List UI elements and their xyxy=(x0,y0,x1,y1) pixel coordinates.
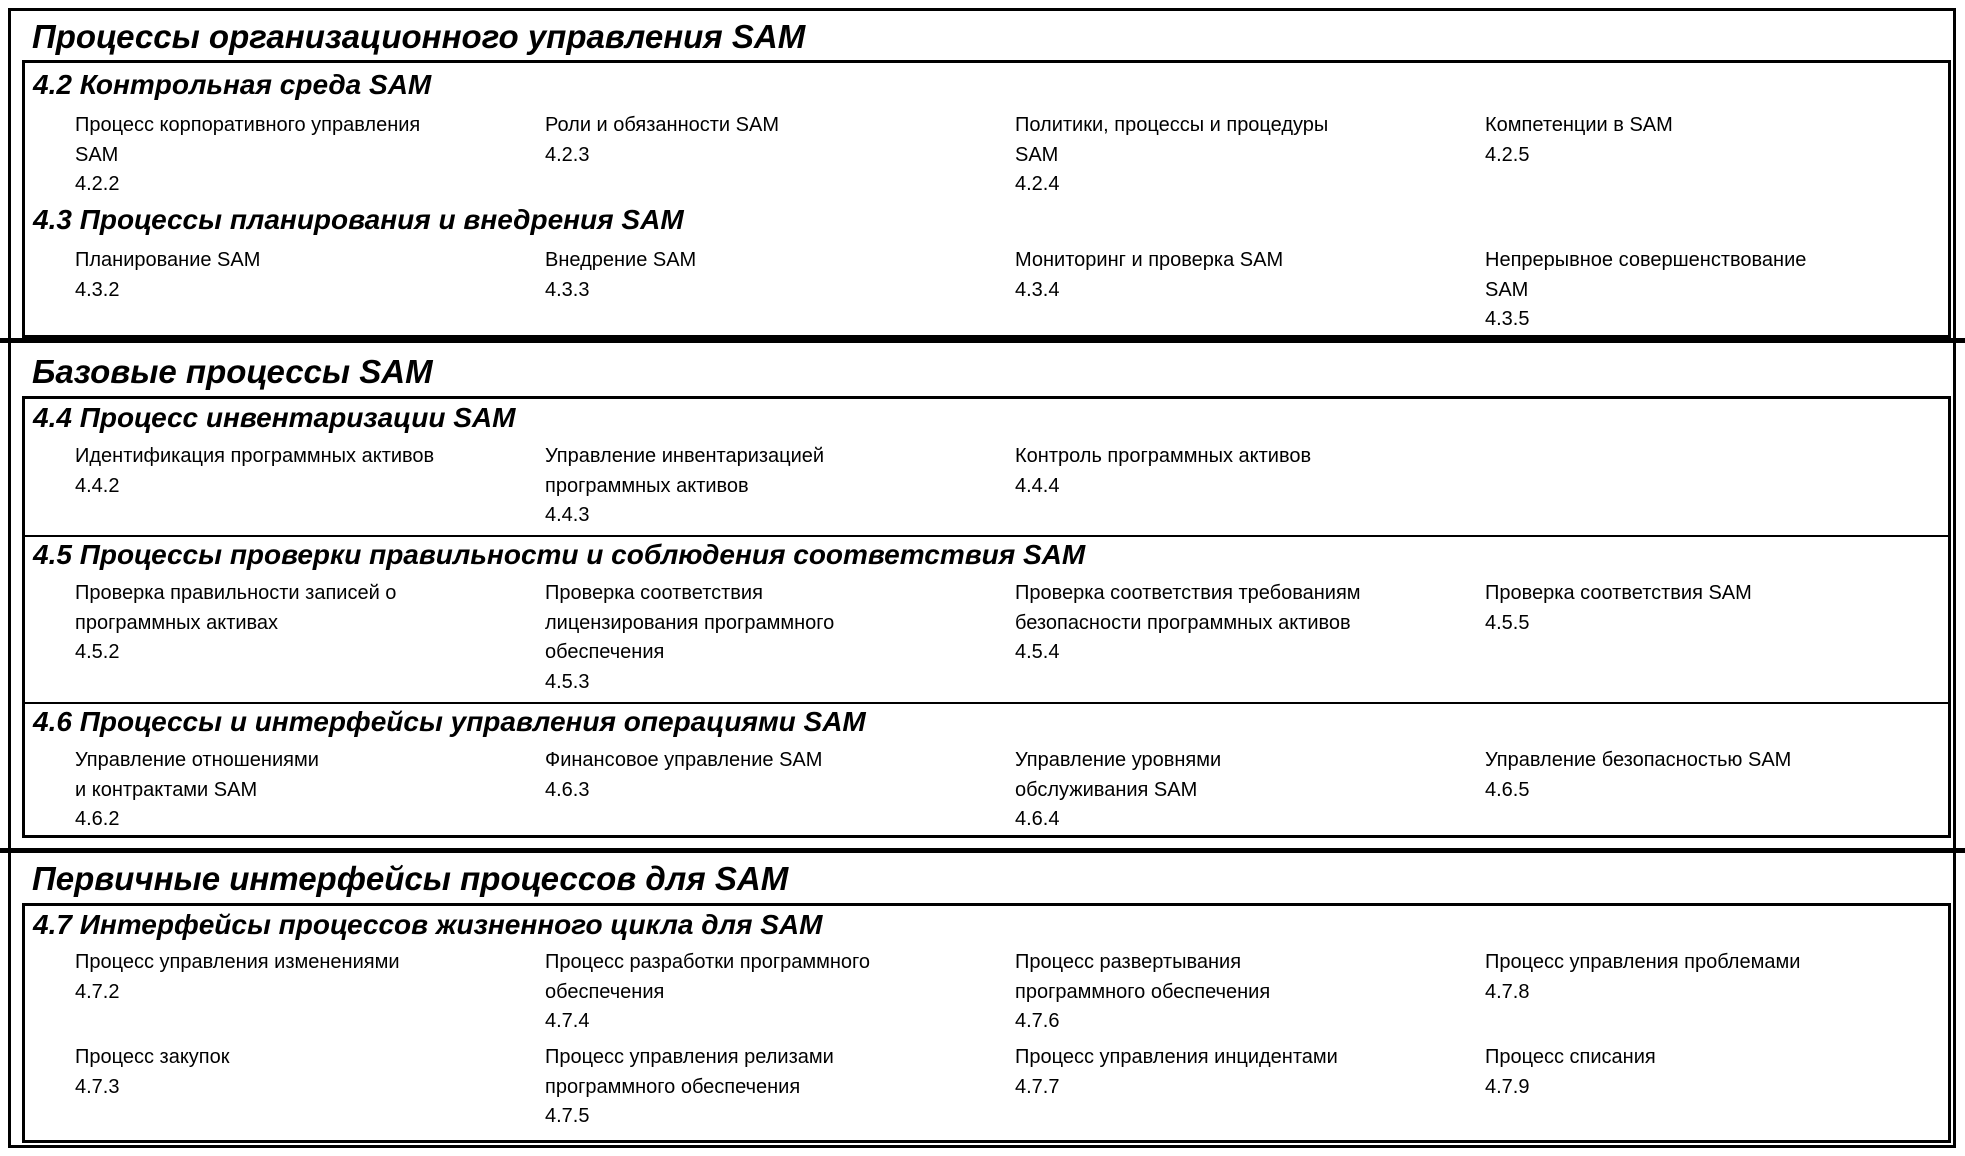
process-label: Процесс закупок xyxy=(75,1046,230,1068)
group-title: Процессы организационного управления SAM xyxy=(32,18,806,55)
process-number: 4.7.2 xyxy=(75,980,120,1003)
process-label: Проверка правильности записей о программных активах xyxy=(75,582,397,634)
process-number: 4.7.7 xyxy=(1015,1075,1060,1098)
process-number: 4.2.2 xyxy=(75,173,120,195)
process-label: Управление уровнями обслуживания SAM xyxy=(1015,749,1222,801)
process-number: 4.5.4 xyxy=(1015,641,1060,663)
process-label: Проверка соответствия требованиям безопасности программных активов xyxy=(1015,582,1361,634)
process-label: Процесс управления инцидентами xyxy=(1015,1046,1338,1068)
section-4-6 xyxy=(25,705,1948,837)
group-title: Первичные интерфейсы процессов для SAM xyxy=(32,860,789,897)
process-label: Проверка соответствия лицензирования программного обеспечения xyxy=(545,582,835,663)
process-number: 4.6.3 xyxy=(545,778,590,801)
section-4-5 xyxy=(25,538,1948,703)
process-item xyxy=(1485,579,1925,638)
process-label: Планирование SAM xyxy=(75,249,261,271)
process-item xyxy=(1485,948,1925,1007)
process-item xyxy=(1015,746,1455,835)
process-label: Роли и обязанности SAM xyxy=(545,114,779,136)
section-title: 4.3 Процессы планирования и внедрения SAM xyxy=(33,204,684,235)
process-item xyxy=(545,948,985,1037)
process-number: 4.7.9 xyxy=(1485,1075,1530,1098)
process-item xyxy=(75,111,515,200)
process-item xyxy=(1015,948,1455,1037)
process-item xyxy=(75,746,515,835)
process-number: 4.4.4 xyxy=(1015,474,1060,497)
process-item xyxy=(75,442,515,501)
process-number: 4.7.4 xyxy=(545,1010,590,1032)
process-item xyxy=(545,111,985,170)
section-4-3 xyxy=(25,203,1948,335)
process-label: Процесс разработки программного обеспечения xyxy=(545,951,871,1003)
section-4-4 xyxy=(25,401,1948,533)
process-number: 4.7.6 xyxy=(1015,1010,1060,1032)
process-number: 4.2.5 xyxy=(1485,143,1530,166)
process-label: Непрерывное совершенствование SAM xyxy=(1485,249,1807,301)
process-number: 4.4.2 xyxy=(75,474,120,497)
process-number: 4.7.8 xyxy=(1485,980,1530,1003)
section-title: 4.2 Контрольная среда SAM xyxy=(33,69,432,100)
process-item xyxy=(545,246,985,305)
process-number: 4.2.3 xyxy=(545,143,590,166)
process-number: 4.7.3 xyxy=(75,1075,120,1098)
group-divider xyxy=(0,848,1965,853)
process-number: 4.5.2 xyxy=(75,641,120,663)
process-label: Политики, процессы и процедуры SAM xyxy=(1015,114,1329,166)
process-label: Процесс развертывания программного обеспечения xyxy=(1015,951,1271,1003)
process-number: 4.5.5 xyxy=(1485,611,1530,634)
group-title: Базовые процессы SAM xyxy=(32,353,433,390)
process-item xyxy=(1015,246,1455,305)
process-item xyxy=(1015,579,1455,668)
process-label: Компетенции в SAM xyxy=(1485,114,1673,136)
process-label: Мониторинг и проверка SAM xyxy=(1015,249,1284,271)
section-title: 4.7 Интерфейсы процессов жизненного цикла для SAM xyxy=(33,909,823,940)
process-item xyxy=(545,442,985,531)
section-title: 4.5 Процессы проверки правильности и соблюдения соответствия SAM xyxy=(33,539,1086,570)
process-number: 4.7.5 xyxy=(545,1105,590,1127)
section-title: 4.4 Процесс инвентаризации SAM xyxy=(33,402,516,433)
process-label: Проверка соответствия SAM xyxy=(1485,582,1752,604)
process-item xyxy=(1485,746,1925,805)
process-item xyxy=(1015,442,1455,501)
process-number: 4.6.4 xyxy=(1015,808,1060,830)
process-label: Процесс управления проблемами xyxy=(1485,951,1801,973)
process-label: Идентификация программных активов xyxy=(75,445,435,467)
section-separator xyxy=(25,702,1948,704)
process-number: 4.6.2 xyxy=(75,808,120,830)
process-item xyxy=(1485,1043,1925,1102)
process-label: Внедрение SAM xyxy=(545,249,697,271)
section-4-7 xyxy=(25,908,1948,1140)
process-item xyxy=(1485,111,1925,170)
process-item xyxy=(75,1043,515,1102)
group-box xyxy=(22,60,1951,338)
section-separator xyxy=(25,535,1948,537)
group-box xyxy=(22,396,1951,838)
process-item xyxy=(75,246,515,305)
process-item xyxy=(75,948,515,1007)
process-label: Финансовое управление SAM xyxy=(545,749,823,771)
process-number: 4.3.3 xyxy=(545,278,590,301)
process-item xyxy=(1015,1043,1455,1102)
process-item xyxy=(1015,111,1455,200)
process-number: 4.3.2 xyxy=(75,278,120,301)
process-number: 4.6.5 xyxy=(1485,778,1530,801)
group-box xyxy=(22,903,1951,1143)
process-label: Процесс управления релизами программного обеспечения xyxy=(545,1046,834,1098)
process-item xyxy=(545,1043,985,1132)
process-item xyxy=(545,579,985,697)
process-label: Управление отношениями и контрактами SAM xyxy=(75,749,319,801)
process-label: Управление инвентаризацией программных активов xyxy=(545,445,825,497)
process-number: 4.2.4 xyxy=(1015,173,1060,195)
section-4-2 xyxy=(25,68,1948,208)
process-number: 4.3.5 xyxy=(1485,308,1530,330)
process-number: 4.4.3 xyxy=(545,504,590,526)
process-label: Управление безопасностью SAM xyxy=(1485,749,1792,771)
process-item xyxy=(545,746,985,805)
process-label: Процесс списания xyxy=(1485,1046,1656,1068)
process-label: Контроль программных активов xyxy=(1015,445,1312,467)
process-number: 4.3.4 xyxy=(1015,278,1060,301)
process-item xyxy=(1485,246,1925,335)
section-title: 4.6 Процессы и интерфейсы управления операциями SAM xyxy=(33,706,866,737)
process-number: 4.5.3 xyxy=(545,670,590,693)
group-divider xyxy=(0,338,1965,343)
process-item xyxy=(75,579,515,668)
process-label: Процесс управления изменениями xyxy=(75,951,400,973)
process-label: Процесс корпоративного управления SAM xyxy=(75,114,421,166)
